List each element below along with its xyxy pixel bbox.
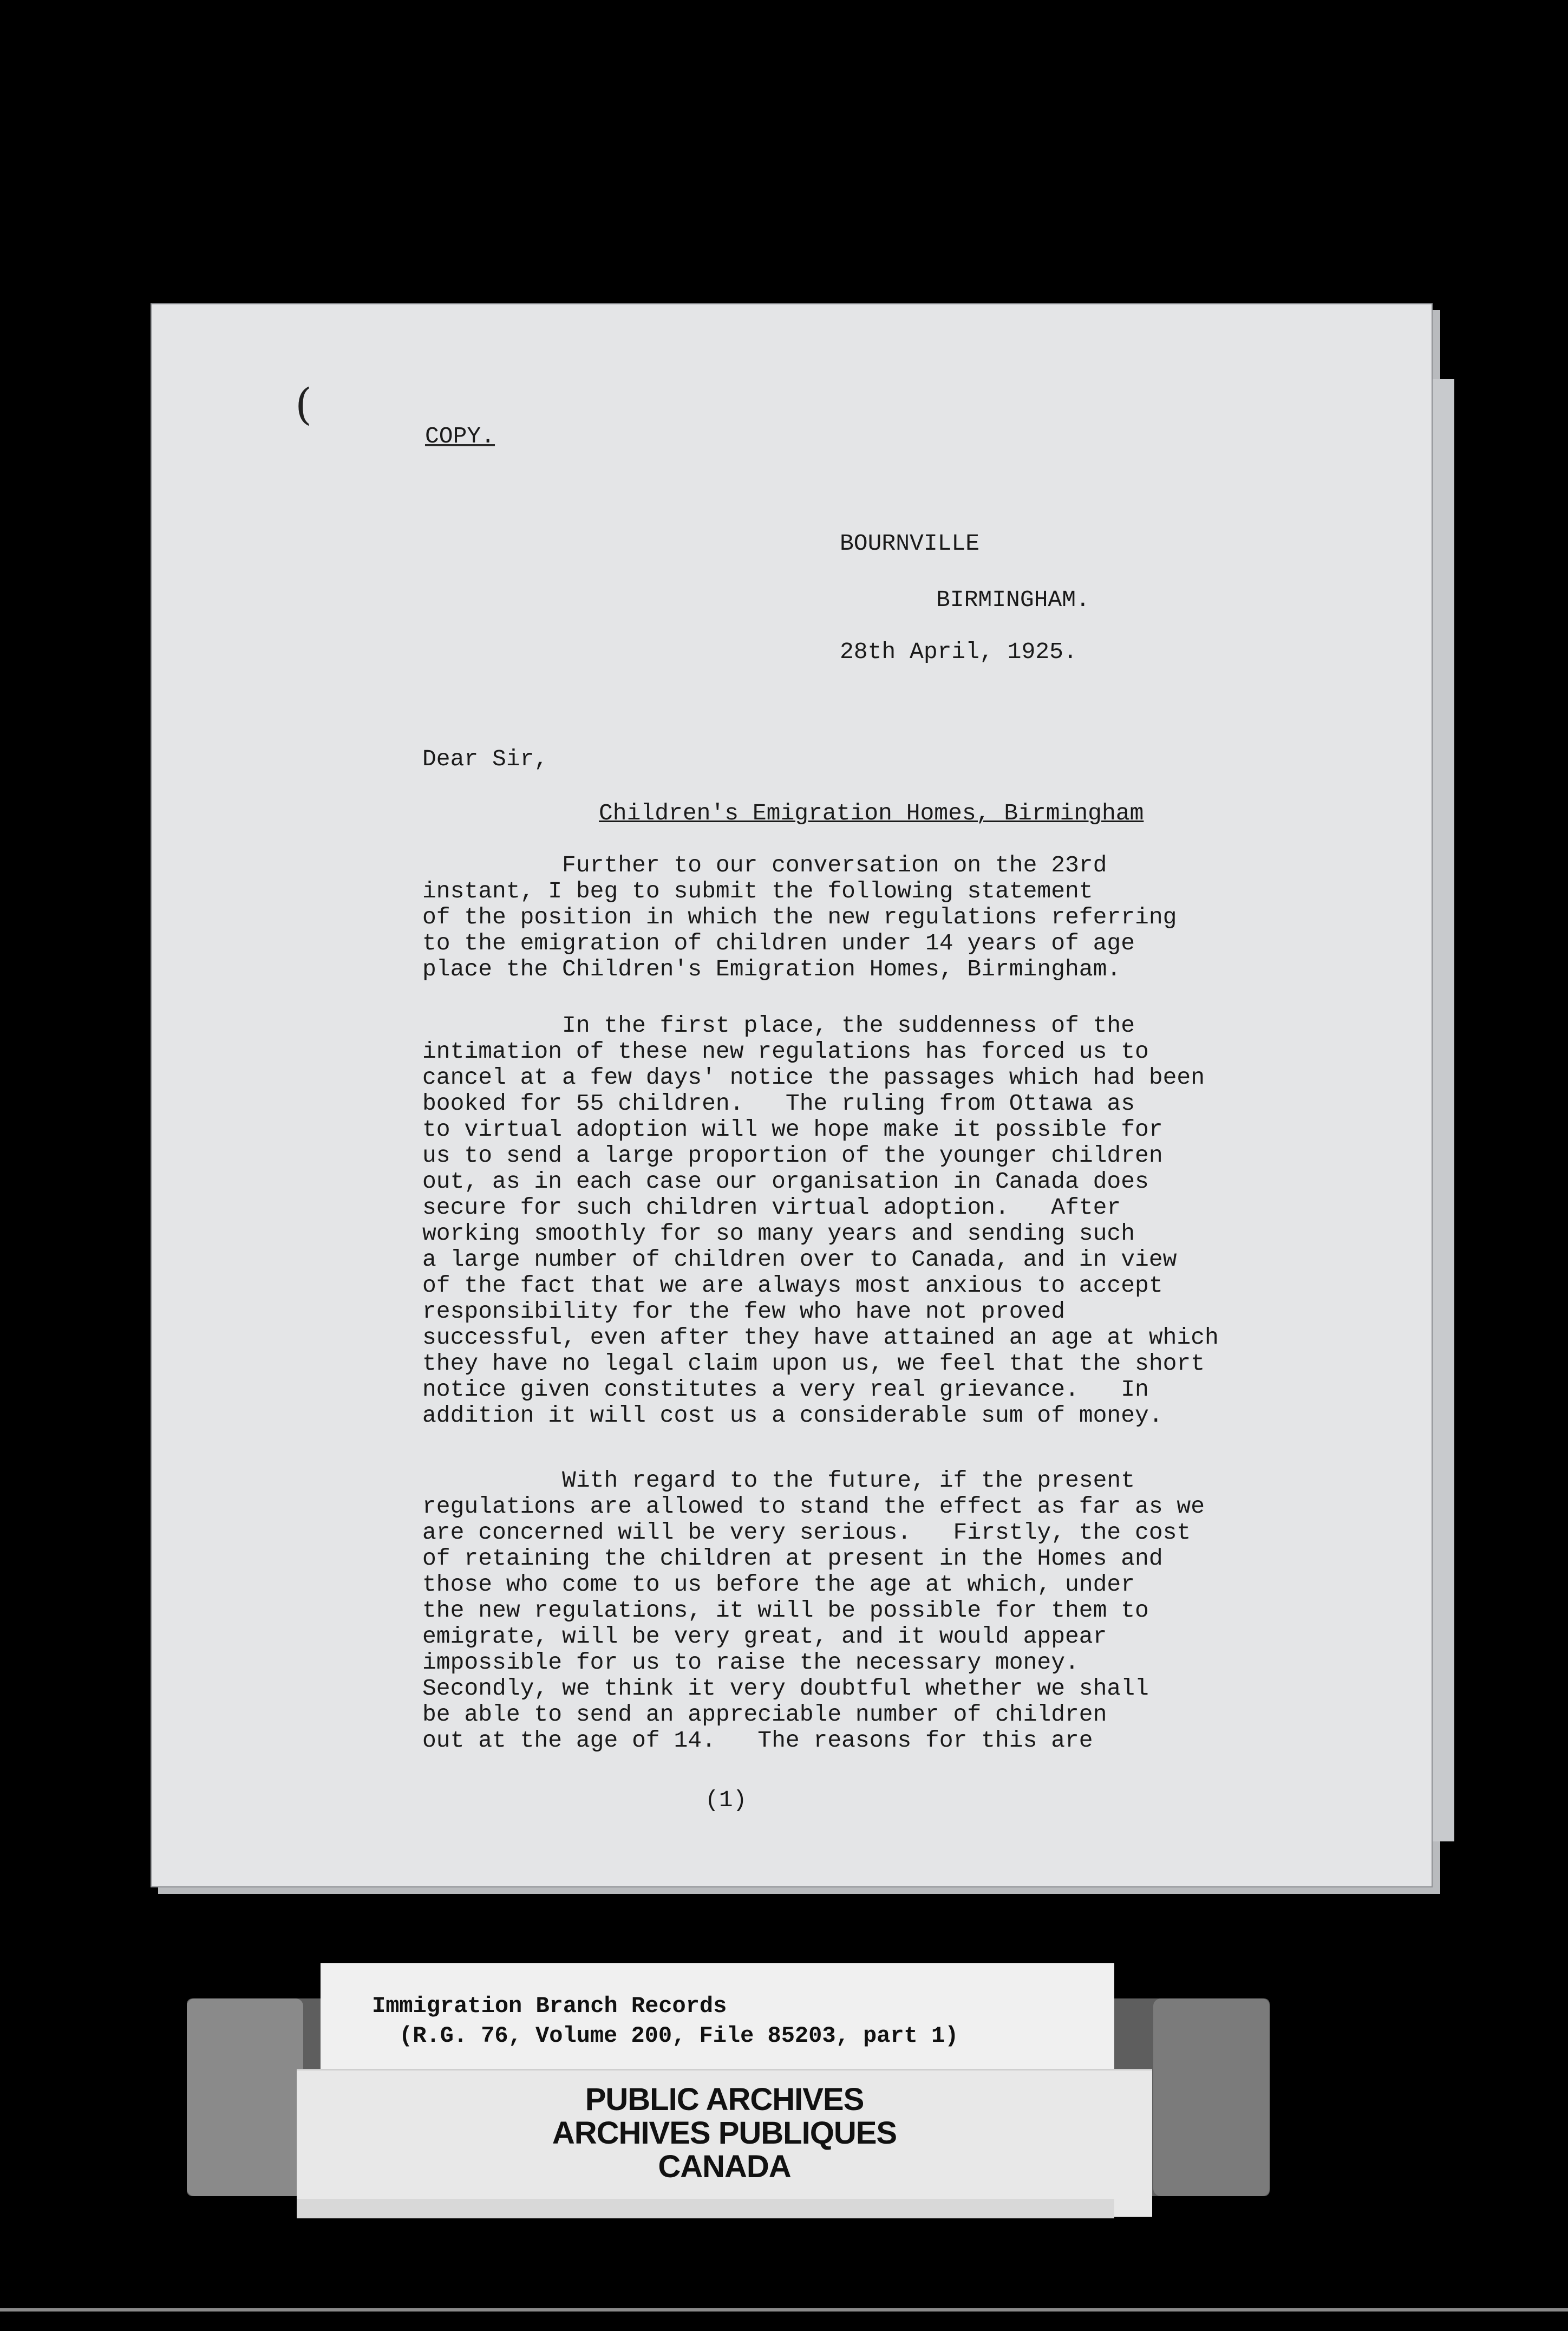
stamp-base <box>297 2199 1114 2218</box>
page-number: (1) <box>705 1787 747 1813</box>
archive-stamp <box>297 2069 1152 2217</box>
strip-end-right <box>1153 1998 1270 2196</box>
address-line-1: BOURNVILLE <box>840 530 980 557</box>
strip-end-left <box>187 1998 303 2196</box>
copy-label: COPY. <box>425 423 495 450</box>
salutation: Dear Sir, <box>422 746 548 772</box>
archive-stamp-line-1: PUBLIC ARCHIVES <box>585 2082 864 2117</box>
letter-date: 28th April, 1925. <box>840 639 1077 665</box>
paragraph-3: With regard to the future, if the present regulations are allowed to stand the effect as far as we are concerned will be very serious. Firstly, the cost of retaining the children at present in the Homes and those who come to us before the age at which, under the new regulations, it will be possible for them to emigrate, will be very great, and it would appear impossible for us to raise the necessary money. Secondly, we think it very doubtful whether we shall be able to send an appreciable number of children out at the age of 14. The reasons for this are <box>422 1467 1205 1754</box>
archive-stamp-line-2: ARCHIVES PUBLIQUES <box>552 2115 897 2151</box>
page-edge <box>1433 379 1454 1841</box>
archive-stamp-line-3: CANADA <box>658 2149 791 2184</box>
archive-label-line-1: Immigration Branch Records <box>372 1993 727 2019</box>
archive-label-line-2: (R.G. 76, Volume 200, File 85203, part 1) <box>399 2023 959 2049</box>
subject-line: Children's Emigration Homes, Birmingham <box>599 800 1144 826</box>
archive-label-card <box>321 1963 1114 2070</box>
film-edge-line <box>0 2308 1568 2312</box>
paragraph-2: In the first place, the suddenness of the intimation of these new regulations has forced us to cancel at a few days' notice the passages which had been booked for 55 children. The ruling from Ottawa as to virtual adoption will we hope make it possible for us to send a large proportion of the younger children out, as in each case our organisation in Canada does secure for such children virtual adoption. After working smoothly for so many years and sending such a large number of children over to Canada, and in view of the fact that we are always most anxious to accept responsibility for the few who have not proved successful, even after they have attained an age at which they have no legal claim upon us, we feel that the short notice given constitutes a very real grievance. In addition it will cost us a considerable sum of money. <box>422 1012 1219 1429</box>
address-line-2: BIRMINGHAM. <box>936 587 1090 613</box>
paragraph-1: Further to our conversation on the 23rd instant, I beg to submit the following statement of the position in which the new regulations referring to the emigration of children under 14 years of age place the Children's Emigration Homes, Birmingham. <box>422 852 1177 982</box>
paper-clip-mark-icon: ( <box>295 379 312 429</box>
